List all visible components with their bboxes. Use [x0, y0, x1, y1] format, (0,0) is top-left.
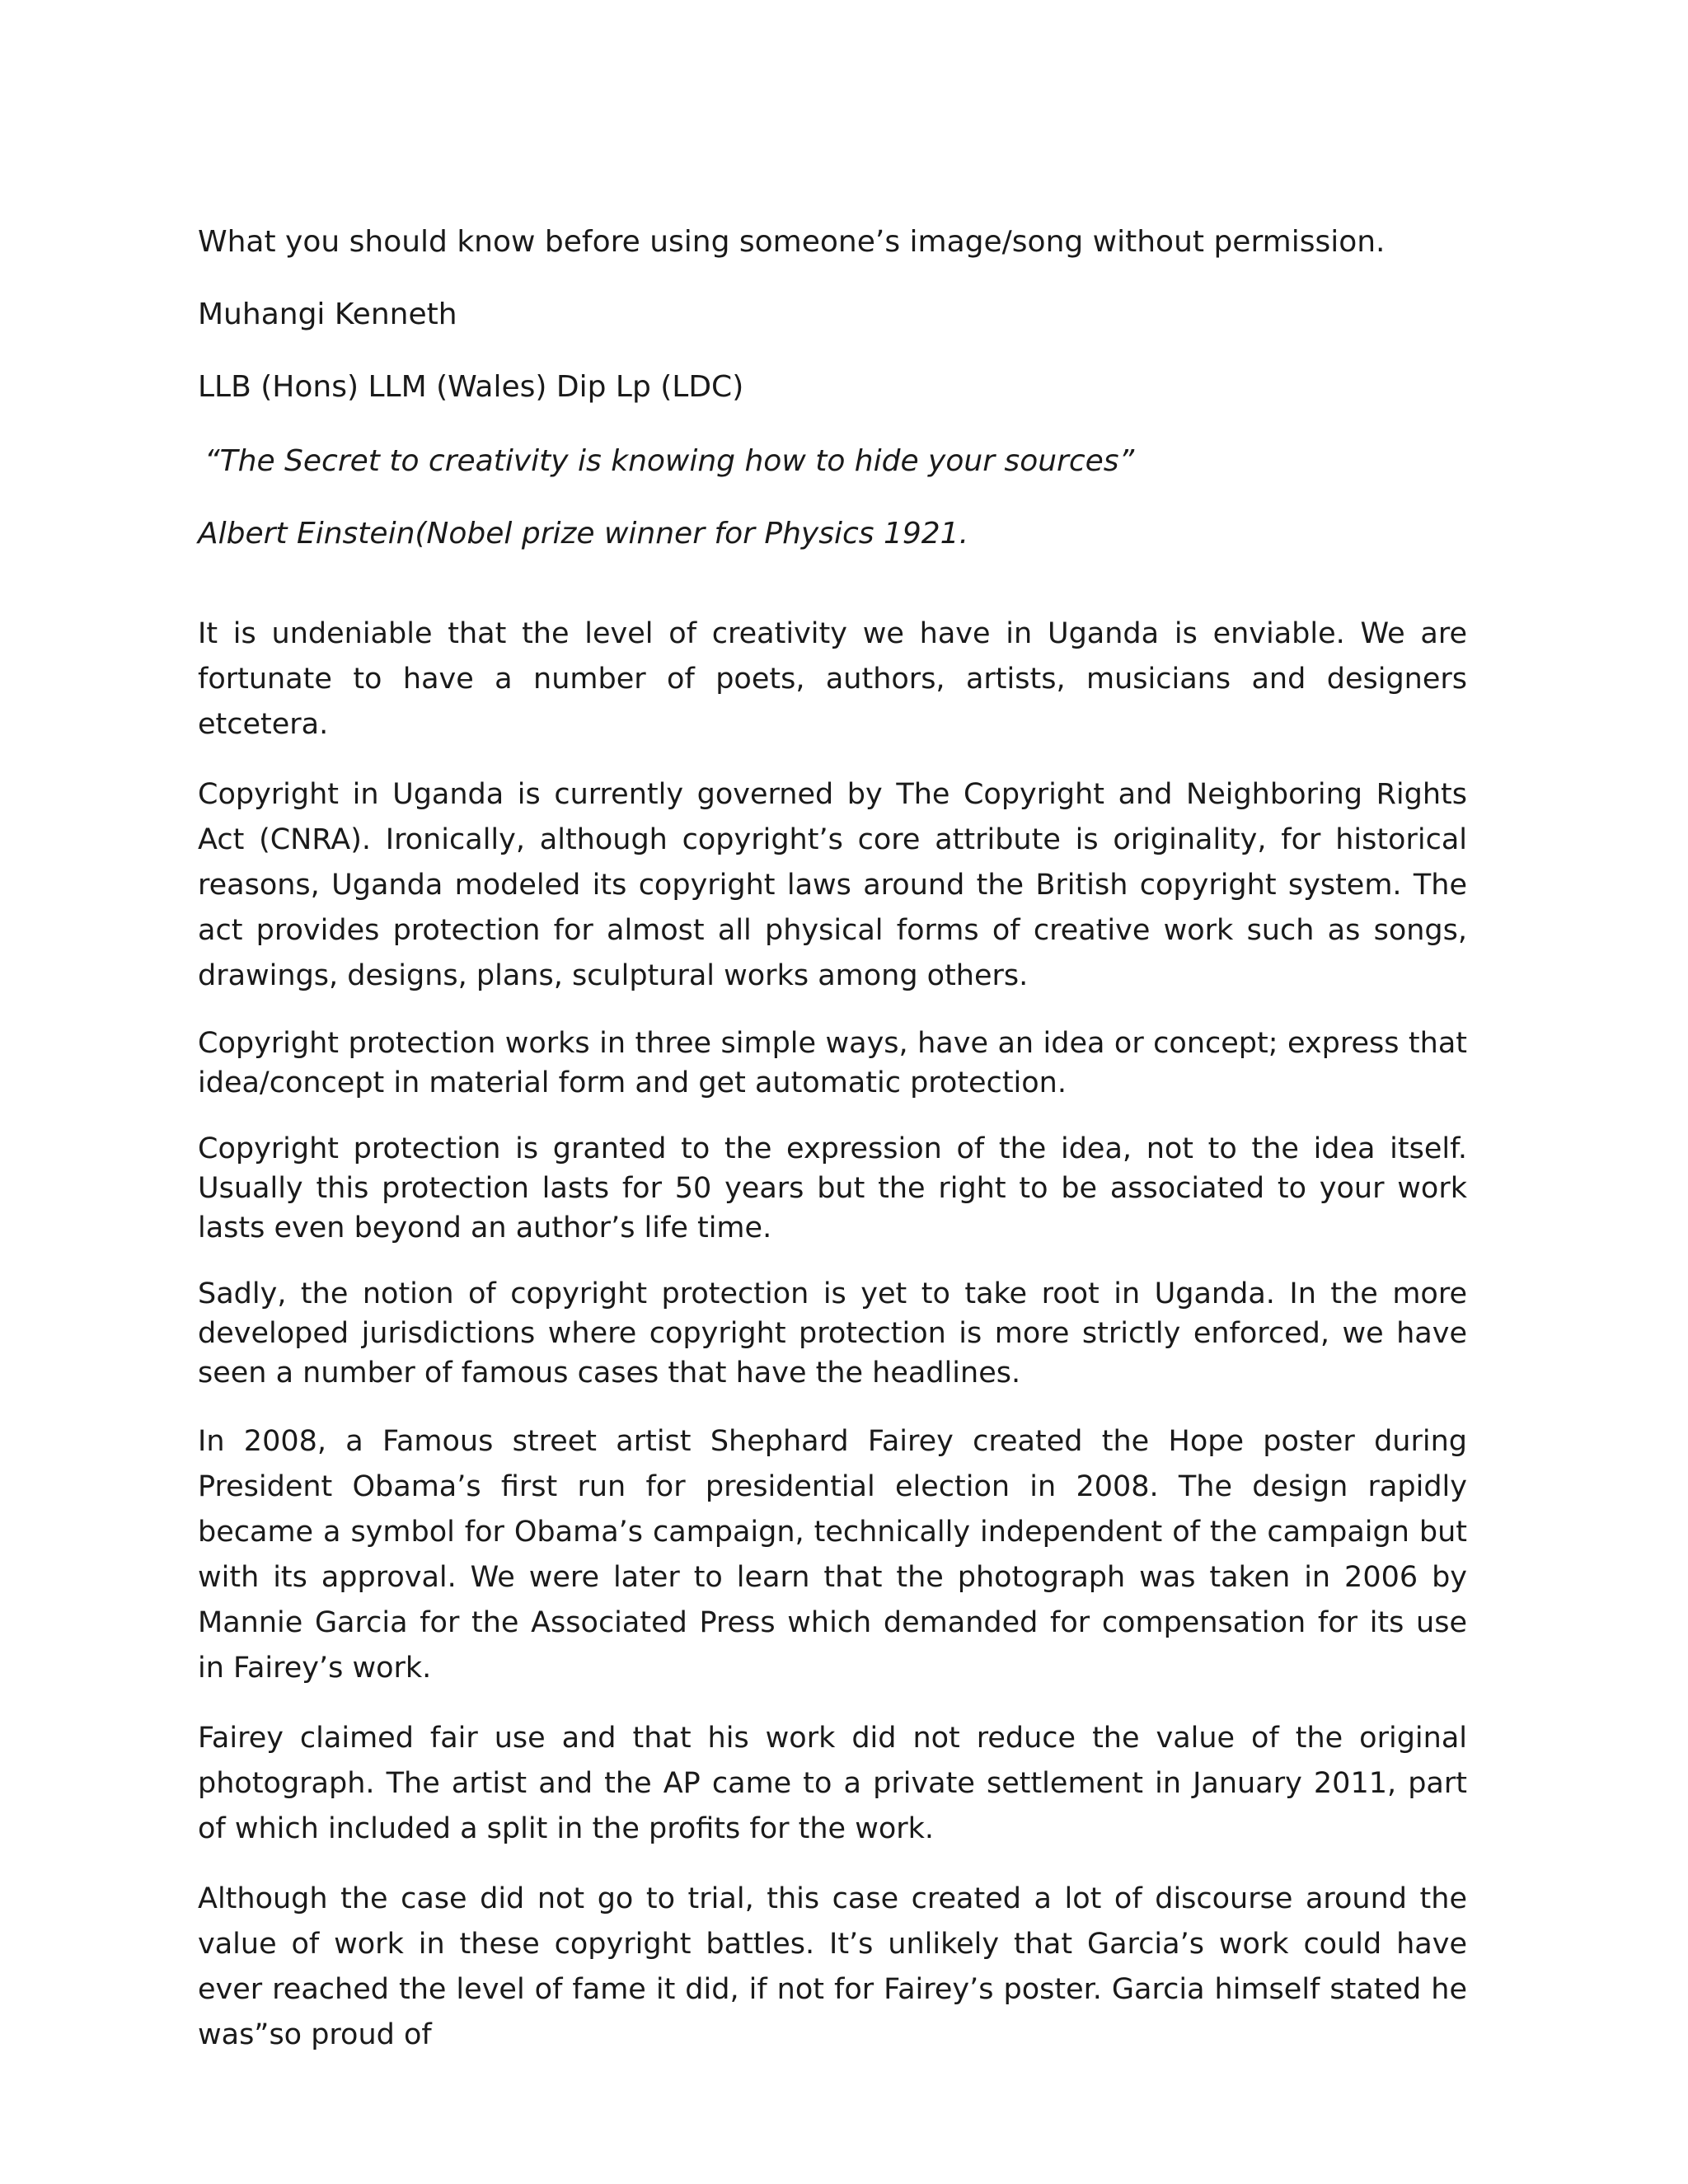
paragraph: In 2008, a Famous street artist Shephard Fairey created the Hope poster during President Obama’s first run for presidential election in 2008. The design rapidly became a symbol for Obama’s campaign, technically independent of the campaign but with its approval. We were later to learn that the photograph was taken in 2006 by Mannie Garcia for the Associated Press which demanded for compensation for its use in Fairey’s work. — [198, 1425, 1467, 1685]
epigraph-attribution: Albert Einstein(Nobel prize winner for Physics 1921. — [198, 517, 969, 551]
paragraph: Sadly, the notion of copyright protection is yet to take root in Uganda. In the more developed jurisdictions where copyright protection is more strictly enforced, we have seen a number of famous cases that have the headlines. — [198, 1277, 1467, 1390]
paragraph: Copyright in Uganda is currently governed by The Copyright and Neighboring Rights Act (CNRA). Ironically, although copyright’s core attribute is originality, for historical reasons, Uganda modeled its copyright laws around the British copyright system. The act provides protection for almost all physical forms of creative work such as songs, drawings, designs, plans, sculptural works among others. — [198, 778, 1467, 992]
author-credentials: LLB (Hons) LLM (Wales) Dip Lp (LDC) — [198, 370, 744, 404]
paragraph: Fairey claimed fair use and that his work did not reduce the value of the original photograph. The artist and the AP came to a private settlement in January 2011, part of which included a split in the profits for the work. — [198, 1722, 1467, 1845]
epigraph-quote: “The Secret to creativity is knowing how to hide your sources” — [204, 444, 1135, 478]
author-name: Muhangi Kenneth — [198, 298, 457, 331]
paragraph: Copyright protection works in three simple ways, have an idea or concept; express that idea/concept in material form and get automatic protection. — [198, 1027, 1467, 1099]
paragraph: Although the case did not go to trial, this case created a lot of discourse around the value of work in these copyright battles. It’s unlikely that Garcia’s work could have ever reached the level of fame it did, if not for Fairey’s poster. Garcia himself stated he was”so proud of — [198, 1882, 1467, 2051]
document-page — [198, 223, 1467, 2083]
paragraph: It is undeniable that the level of creativity we have in Uganda is enviable. We are fortunate to have a number of poets, authors, artists, musicians and designers etcetera. — [198, 617, 1467, 741]
article-title: What you should know before using someone’s image/song without permission. — [198, 225, 1386, 259]
paragraph: Copyright protection is granted to the expression of the idea, not to the idea itself. Usually this protection lasts for 50 years but the right to be associated to your work lasts even beyond an author’s life time. — [198, 1132, 1467, 1244]
